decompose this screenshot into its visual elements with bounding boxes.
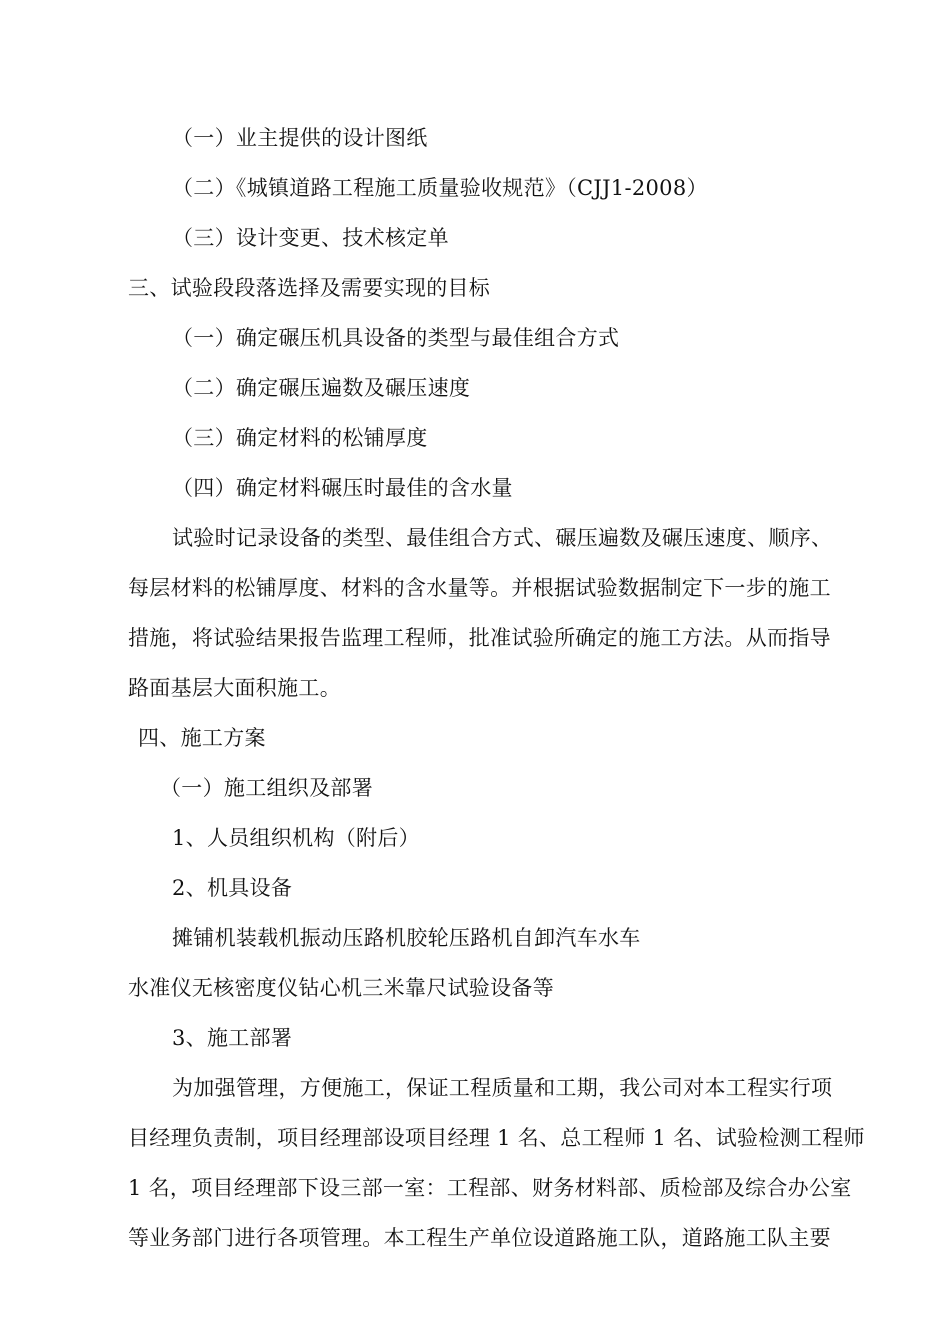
goal-item-2: （二）确定碾压遍数及碾压速度 — [172, 376, 471, 400]
paragraph-deployment-line-2: 目经理负责制，项目经理部设项目经理 1 名、总工程师 1 名、试验检测工程师 — [128, 1126, 865, 1150]
equipment-list-line-2: 水准仪无核密度仪钻心机三米靠尺试验设备等 — [128, 976, 554, 1000]
section-heading-4: 四、施工方案 — [138, 726, 266, 750]
paragraph-test-line-1: 试验时记录设备的类型、最佳组合方式、碾压遍数及碾压速度、顺序、 — [172, 526, 833, 550]
paragraph-deployment-line-4: 等业务部门进行各项管理。本工程生产单位设道路施工队，道路施工队主要 — [128, 1226, 831, 1250]
goal-item-3: （三）确定材料的松铺厚度 — [172, 426, 428, 450]
paragraph-deployment-line-1: 为加强管理，方便施工，保证工程质量和工期，我公司对本工程实行项 — [172, 1076, 833, 1100]
paragraph-test-line-3: 措施，将试验结果报告监理工程师，批准试验所确定的施工方法。从而指导 — [128, 626, 831, 650]
list-item-design-drawings: （一）业主提供的设计图纸 — [172, 126, 428, 150]
equipment-list-line-1: 摊铺机装载机振动压路机胶轮压路机自卸汽车水车 — [172, 926, 641, 950]
paragraph-test-line-2: 每层材料的松铺厚度、材料的含水量等。并根据试验数据制定下一步的施工 — [128, 576, 831, 600]
paragraph-test-line-4: 路面基层大面积施工。 — [128, 676, 341, 700]
list-item-design-changes: （三）设计变更、技术核定单 — [172, 226, 449, 250]
subsection-heading-1: （一）施工组织及部署 — [160, 776, 373, 800]
section-heading-3: 三、试验段段落选择及需要实现的目标 — [128, 276, 491, 300]
item-personnel: 1、人员组织机构（附后） — [172, 826, 420, 850]
item-deployment: 3、施工部署 — [172, 1026, 293, 1050]
item-equipment: 2、机具设备 — [172, 876, 293, 900]
goal-item-4: （四）确定材料碾压时最佳的含水量 — [172, 476, 513, 500]
list-item-acceptance-spec: （二）《城镇道路工程施工质量验收规范》（CJJ1-2008） — [172, 176, 708, 200]
paragraph-deployment-line-3: 1 名，项目经理部下设三部一室：工程部、财务材料部、质检部及综合办公室 — [128, 1176, 852, 1200]
goal-item-1: （一）确定碾压机具设备的类型与最佳组合方式 — [172, 326, 620, 350]
